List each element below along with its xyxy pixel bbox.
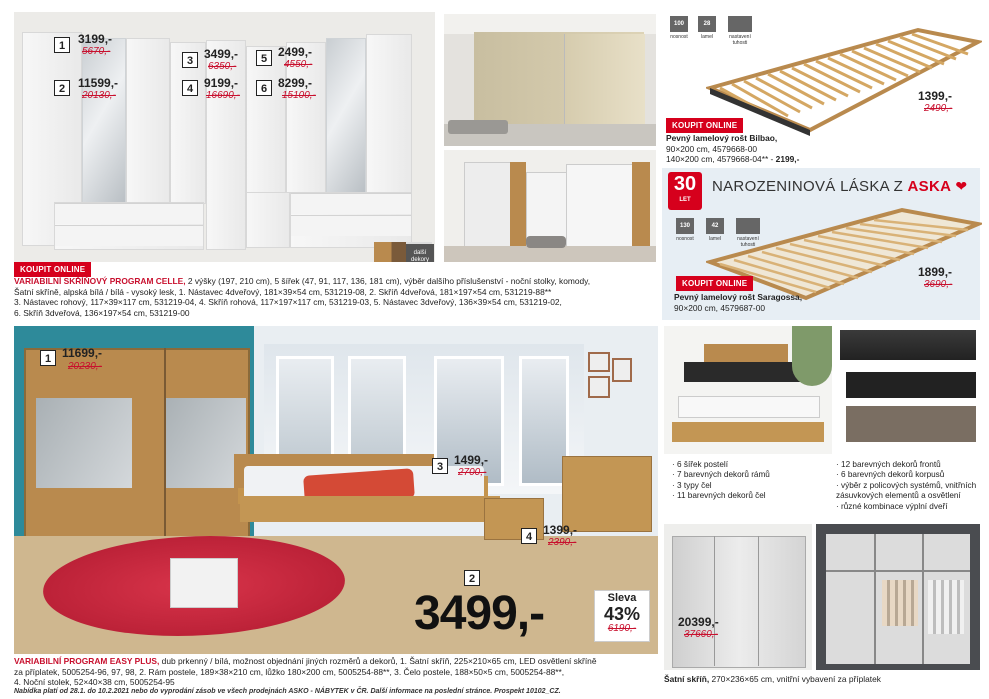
saragossa-price: 1899,- xyxy=(918,265,953,279)
easyplus-badge-4: 4 xyxy=(521,528,537,544)
celle-old-price-1: 5670,- xyxy=(82,46,111,57)
slats-icon: 42 xyxy=(706,218,724,234)
sleva-old-price: 6190,- xyxy=(607,623,637,634)
celle-old-price-5: 4550,- xyxy=(284,59,313,70)
celle-old-price-6: 15100,- xyxy=(282,90,316,101)
celle-koupit-online-button[interactable]: KOUPIT ONLINE xyxy=(14,262,91,277)
load-caption: nosnost xyxy=(676,236,694,242)
banner-let: LET xyxy=(679,197,691,203)
celle-price-2: 11599,- xyxy=(78,76,119,90)
easyplus-title: VARIABILNÍ PROGRAM EASY PLUS, xyxy=(14,656,160,666)
footer-disclaimer: Nabídka platí od 28.1. do 10.2.2021 nebo do vyprodání zásob ve všech prodejnách ASKO - NÁBYTEK v ČR. Další informace na poslední stránce. Prospekt 10102_CZ. xyxy=(14,688,561,695)
bilbao-price-140: 2199,- xyxy=(775,154,800,165)
easyplus-old-price-1: 20230,- xyxy=(68,361,102,372)
bed-features-list xyxy=(672,460,832,502)
celle-description xyxy=(14,276,674,318)
easyplus-price-4: 1399,- xyxy=(543,523,578,537)
celle-badge-6: 6 xyxy=(256,80,272,96)
celle-old-price-4: 16690,- xyxy=(206,90,240,101)
banner-30-badge xyxy=(668,172,702,210)
easyplus-badge-1: 1 xyxy=(40,350,56,366)
bed-frames-photo xyxy=(664,326,832,454)
satni-old-price: 37660,- xyxy=(684,629,718,640)
celle-room-photo-bottom xyxy=(444,150,656,262)
easyplus-bedroom-photo xyxy=(14,326,658,654)
bilbao-line2: 140×200 cm, 4579668-04** - 2199,- xyxy=(666,154,800,165)
celle-badge-5: 5 xyxy=(256,50,272,66)
load-icon: 130 xyxy=(676,218,694,234)
saragossa-koupit-online-button[interactable]: KOUPIT ONLINE xyxy=(676,276,753,291)
wardrobe-features-list xyxy=(836,460,982,512)
firmness-caption: nastavení tuhosti xyxy=(729,34,751,46)
bilbao-price: 1399,- xyxy=(918,89,953,103)
celle-price-1: 3199,- xyxy=(78,32,113,46)
celle-room-photo-top xyxy=(444,14,656,146)
heart-icon: ❤ xyxy=(951,178,968,194)
slats-caption: lamel xyxy=(701,34,713,40)
satni-caption-rest: 270×236×65 cm, vnitřní vybavení za příplatek xyxy=(709,674,881,684)
saragossa-title: Pevný lamelový rošt Saragossa, xyxy=(674,292,803,302)
ward-feature: · výběr z policových systémů, vnitřních zásuvkových elementů a osvětlení xyxy=(836,481,982,502)
satni-caption xyxy=(664,674,984,685)
easyplus-line1: dub prkenný / bílá, možnost objednání jiných rozměrů a dekorů, 1. Šatní skříň, 225×210×65 cm, LED osvětlení skříně xyxy=(159,656,597,666)
celle-line3: 3. Nástavec rohový, 117×39×117 cm, 531219-04, 4. Skříň rohová, 117×197×117 cm, 531219-03, 5. Nástavec 3dveřový, 136×39×54 cm, 531219-02, xyxy=(14,297,562,308)
celle-price-3: 3499,- xyxy=(204,47,239,61)
load-icon: 100 xyxy=(670,16,688,32)
firmness-caption: nastavení tuhosti xyxy=(737,236,759,248)
celle-old-price-2: 20130,- xyxy=(82,90,116,101)
celle-badge-2: 2 xyxy=(54,80,70,96)
bed-feature: · 7 barevných dekorů rámů xyxy=(672,470,832,480)
satni-price: 20399,- xyxy=(678,615,719,629)
sleva-percent: 43% xyxy=(603,604,641,624)
bed-feature: · 6 šířek postelí xyxy=(672,460,832,470)
easyplus-badge-2: 2 xyxy=(464,570,480,586)
celle-old-price-3: 6350,- xyxy=(208,61,237,72)
celle-line2: Šatní skříně, alpská bílá / bílá - vysoký lesk, 1. Nástavec 4dveřový, 181×39×54 cm, 531219-08, 2. Skříň 4dveřová, 181×197×54 cm, 531219-88** xyxy=(14,286,552,297)
saragossa-old-price: 3690,- xyxy=(924,279,953,290)
bilbao-title: Pevný lamelový rošt Bilbao, xyxy=(666,133,778,143)
bilbao-koupit-online-button[interactable]: KOUPIT ONLINE xyxy=(666,118,743,133)
easyplus-line2: za příplatek, 5005254-96, 97, 98, 2. Rám postele, 189×38×210 cm, lůžko 180×200 cm, 5005254-88**, 3. Čelo postele, 188×50×5 cm, 5005254-88**, xyxy=(14,666,565,677)
ward-feature: · 12 barevných dekorů frontů xyxy=(836,460,982,470)
easyplus-big-price: 3499,- xyxy=(414,587,545,640)
headboards-photo xyxy=(836,326,980,454)
celle-price-5: 2499,- xyxy=(278,45,313,59)
ward-feature: · 6 barevných dekorů korpusů xyxy=(836,470,982,480)
ward-feature: · různé kombinace výplní dveří xyxy=(836,502,982,512)
banner-headline xyxy=(712,178,967,195)
easyplus-line3: 4. Noční stolek, 52×40×38 cm, 5005254-95 xyxy=(14,677,175,688)
easyplus-price-3: 1499,- xyxy=(454,453,489,467)
aska-logo: ASKA xyxy=(907,178,952,195)
bilbao-old-price: 2490,- xyxy=(924,103,953,114)
banner-number: 30 xyxy=(673,173,697,195)
bed-feature: · 3 typy čel xyxy=(672,481,832,491)
saragossa-description xyxy=(674,292,974,313)
sliding-wardrobe-photo xyxy=(664,524,812,670)
celle-price-6: 8299,- xyxy=(278,76,313,90)
satni-caption-title: Šatní skříň, xyxy=(664,674,710,684)
load-caption: nosnost xyxy=(670,34,688,40)
easyplus-price-1: 11699,- xyxy=(62,346,103,360)
banner-text: NAROZENINOVÁ LÁSKA Z xyxy=(712,178,908,195)
wardrobe-interior-photo xyxy=(816,524,980,670)
celle-badge-1: 1 xyxy=(54,37,70,53)
sleva-badge xyxy=(594,590,650,642)
easyplus-old-price-4: 2390,- xyxy=(548,537,577,548)
celle-line4: 6. Skříň 3dveřová, 136×197×54 cm, 531219-00 xyxy=(14,307,190,318)
bilbao-slatted-frame xyxy=(706,26,982,136)
celle-badge-3: 3 xyxy=(182,52,198,68)
celle-title: VARIABILNÍ SKŘÍŇOVÝ PROGRAM CELLE, xyxy=(14,276,186,286)
sleva-label: Sleva xyxy=(607,592,637,604)
easyplus-description xyxy=(14,656,674,688)
easyplus-old-price-3: 2700,- xyxy=(458,467,487,478)
easyplus-badge-3: 3 xyxy=(432,458,448,474)
saragossa-line1: 90×200 cm, 4579687-00 xyxy=(674,302,766,313)
slats-caption: lamel xyxy=(709,236,721,242)
celle-line1: 2 výšky (197, 210 cm), 5 šířek (47, 91, 117, 136, 181 cm), výběr dalšího příslušenství - noční stolky, komody, xyxy=(185,276,591,286)
decor-label: další dekory xyxy=(406,244,434,262)
celle-price-4: 9199,- xyxy=(204,76,239,90)
celle-badge-4: 4 xyxy=(182,80,198,96)
slats-icon: 28 xyxy=(698,16,716,32)
bilbao-description xyxy=(666,133,976,165)
bed-feature: · 11 barevných dekorů čel xyxy=(672,491,832,501)
bilbao-line1: 90×200 cm, 4579668-00 xyxy=(666,143,758,154)
